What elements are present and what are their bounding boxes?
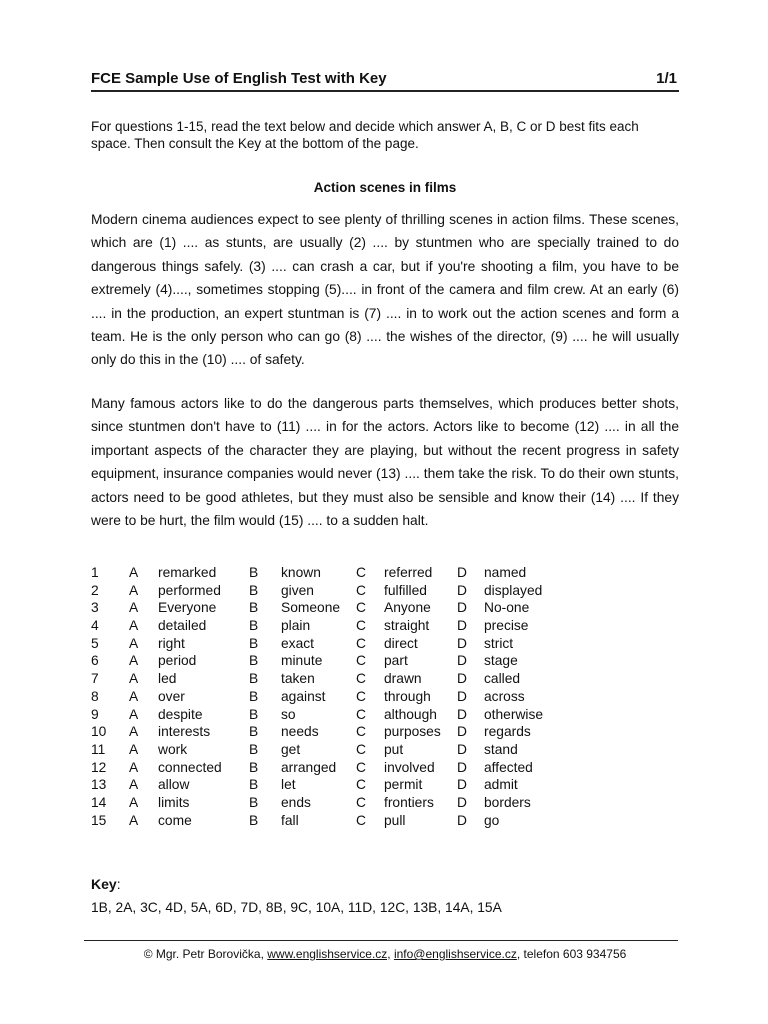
option-letter-d: D xyxy=(457,600,467,616)
option-c: permit xyxy=(384,777,423,793)
option-letter-c: C xyxy=(356,794,366,810)
option-c: through xyxy=(384,688,431,704)
option-letter-a: A xyxy=(129,688,139,704)
option-b: minute xyxy=(281,653,323,669)
article-title: Action scenes in films xyxy=(313,180,457,195)
option-letter-d: D xyxy=(457,618,467,634)
question-number: 7 xyxy=(91,671,99,687)
option-letter-b: B xyxy=(249,724,259,740)
option-c: part xyxy=(384,653,408,669)
option-a: performed xyxy=(158,582,221,598)
option-b: ends xyxy=(281,794,311,810)
option-d: stand xyxy=(484,741,518,757)
question-row xyxy=(91,707,679,725)
option-c: straight xyxy=(384,618,430,634)
question-row xyxy=(91,600,679,618)
option-d: go xyxy=(484,812,500,828)
option-c: although xyxy=(384,706,437,722)
option-letter-c: C xyxy=(356,600,366,616)
option-a: led xyxy=(158,671,177,687)
option-d: affected xyxy=(484,759,533,775)
option-letter-c: C xyxy=(356,653,366,669)
website-link[interactable]: www.englishservice.cz, xyxy=(267,947,391,961)
option-letter-b: B xyxy=(249,565,259,580)
question-row xyxy=(91,671,679,689)
option-letter-a: A xyxy=(129,706,139,722)
option-d: called xyxy=(484,671,521,687)
option-letter-b: B xyxy=(249,582,259,598)
option-b: Someone xyxy=(281,600,341,616)
question-number: 10 xyxy=(91,724,107,740)
option-c: purposes xyxy=(384,724,441,740)
option-letter-b: B xyxy=(249,812,259,828)
option-letter-a: A xyxy=(129,635,139,651)
question-row xyxy=(91,583,679,601)
question-number: 6 xyxy=(91,653,99,669)
option-c: pull xyxy=(384,812,406,828)
option-a: despite xyxy=(158,706,203,722)
option-letter-a: A xyxy=(129,565,139,580)
option-letter-c: C xyxy=(356,582,366,598)
option-letter-a: A xyxy=(129,741,139,757)
question-number: 15 xyxy=(91,812,107,828)
option-b: arranged xyxy=(281,759,337,775)
option-d: displayed xyxy=(484,582,543,598)
option-letter-b: B xyxy=(249,706,259,722)
question-number: 4 xyxy=(91,618,99,634)
question-number: 5 xyxy=(91,635,99,651)
option-letter-d: D xyxy=(457,741,467,757)
option-letter-a: A xyxy=(129,671,139,687)
option-a: limits xyxy=(158,794,190,810)
option-a: come xyxy=(158,812,192,828)
option-letter-a: A xyxy=(129,759,139,775)
question-row xyxy=(91,742,679,760)
footer xyxy=(91,947,679,961)
option-letter-d: D xyxy=(457,777,467,793)
option-a: remarked xyxy=(158,565,217,580)
question-number: 9 xyxy=(91,706,99,722)
question-number: 3 xyxy=(91,600,99,616)
option-b: plain xyxy=(281,618,311,634)
option-letter-b: B xyxy=(249,618,259,634)
question-row xyxy=(91,653,679,671)
option-b: exact xyxy=(281,635,314,651)
option-letter-c: C xyxy=(356,706,366,722)
option-a: over xyxy=(158,688,185,704)
option-a: interests xyxy=(158,724,211,740)
question-row xyxy=(91,689,679,707)
page-number: 1/1 xyxy=(656,70,677,87)
key-label xyxy=(91,876,121,892)
option-letter-d: D xyxy=(457,635,467,651)
option-c: frontiers xyxy=(384,794,434,810)
option-d: across xyxy=(484,688,525,704)
option-letter-a: A xyxy=(129,812,139,828)
option-b: fall xyxy=(281,812,299,828)
option-letter-c: C xyxy=(356,759,366,775)
article-paragraph-2: Many famous actors like to do the dangerous parts themselves, which produces better shots, since stuntmen don't have to (11) .... in for the actors. Actors like to become (12) .... in all the important aspects of the character they are playing, but without the recent progress in safety equipment, insurance companies would never (13) .... them take the risk. To do their own stunts, actors need to be good athletes, but they must also be sensible and know their (14) .... If they were to be hurt, the film would (15) .... to a sudden halt. xyxy=(91,396,679,529)
option-letter-a: A xyxy=(129,618,139,634)
document-title: FCE Sample Use of English Test with Key xyxy=(91,70,387,87)
footer-phone: , telefon 603 934756 xyxy=(516,947,627,961)
option-d: admit xyxy=(484,777,518,793)
option-d: otherwise xyxy=(484,706,544,722)
option-letter-d: D xyxy=(457,688,467,704)
option-c: put xyxy=(384,741,404,757)
option-a: work xyxy=(158,741,188,757)
option-b: taken xyxy=(281,671,315,687)
key-answers: 1B, 2A, 3C, 4D, 5A, 6D, 7D, 8B, 9C, 10A, 11D, 12C, 13B, 14A, 15A xyxy=(91,900,502,915)
key-label-colon: : xyxy=(116,876,121,892)
option-letter-a: A xyxy=(129,653,139,669)
option-letter-c: C xyxy=(356,565,366,580)
option-letter-a: A xyxy=(129,794,139,810)
question-row xyxy=(91,813,679,831)
option-letter-b: B xyxy=(249,777,259,793)
option-b: given xyxy=(281,582,314,598)
option-letter-d: D xyxy=(457,565,467,580)
option-letter-c: C xyxy=(356,688,366,704)
instructions: For questions 1-15, read the text below and decide which answer A, B, C or D best fits each space. Then consult the Key at the bottom of the page. xyxy=(91,119,639,151)
article-paragraph-1: Modern cinema audiences expect to see plenty of thrilling scenes in action films. These scenes, which are (1) .... as stunts, are usually (2) .... by stuntmen who are specially trained to do dangerous things safely. (3) .... can crash a car, but if you're shooting a film, you have to be extremely (4)...., sometimes stopping (5).... in front of the camera and film crew. At an early (6) .... in the production, an expert stuntman is (7) .... in to work out the action scenes and form a team. He is the only person who can go (8) .... the wishes of the director, (9) .... he will usually only do this in the (10) .... of safety. xyxy=(91,212,679,368)
option-letter-a: A xyxy=(129,777,139,793)
option-c: direct xyxy=(384,635,418,651)
option-letter-d: D xyxy=(457,724,467,740)
option-letter-d: D xyxy=(457,812,467,828)
option-a: period xyxy=(158,653,197,669)
question-number: 1 xyxy=(91,565,99,580)
answer-options-table xyxy=(91,565,679,830)
question-row xyxy=(91,618,679,636)
option-letter-a: A xyxy=(129,724,139,740)
option-letter-c: C xyxy=(356,777,366,793)
footer-divider xyxy=(84,940,678,941)
option-a: detailed xyxy=(158,618,207,634)
option-letter-c: C xyxy=(356,724,366,740)
option-letter-a: A xyxy=(129,582,139,598)
option-letter-b: B xyxy=(249,671,259,687)
option-letter-b: B xyxy=(249,653,259,669)
option-letter-d: D xyxy=(457,759,467,775)
question-number: 14 xyxy=(91,794,107,810)
option-letter-c: C xyxy=(356,741,366,757)
option-letter-a: A xyxy=(129,600,139,616)
option-b: so xyxy=(281,706,296,722)
email-link[interactable]: info@englishservice.cz xyxy=(393,947,517,961)
question-number: 12 xyxy=(91,759,107,775)
option-b: against xyxy=(281,688,326,704)
option-letter-c: C xyxy=(356,671,366,687)
option-letter-b: B xyxy=(249,794,259,810)
option-c: Anyone xyxy=(384,600,431,616)
option-a: right xyxy=(158,635,185,651)
option-letter-c: C xyxy=(356,618,366,634)
option-d: borders xyxy=(484,794,531,810)
key-label-text: Key xyxy=(91,876,117,892)
question-number: 11 xyxy=(91,741,106,757)
question-row xyxy=(91,636,679,654)
option-letter-d: D xyxy=(457,706,467,722)
option-b: get xyxy=(281,741,301,757)
option-letter-d: D xyxy=(457,653,467,669)
option-b: needs xyxy=(281,724,319,740)
question-row xyxy=(91,760,679,778)
option-c: referred xyxy=(384,565,433,580)
option-letter-d: D xyxy=(457,794,467,810)
page-header xyxy=(91,66,679,92)
option-letter-c: C xyxy=(356,635,366,651)
option-letter-c: C xyxy=(356,812,366,828)
option-letter-d: D xyxy=(457,582,467,598)
option-d: regards xyxy=(484,724,531,740)
question-row xyxy=(91,565,679,583)
option-letter-b: B xyxy=(249,688,259,704)
option-letter-b: B xyxy=(249,600,259,616)
question-number: 13 xyxy=(91,777,107,793)
question-number: 8 xyxy=(91,688,99,704)
option-c: fulfilled xyxy=(384,582,427,598)
option-b: known xyxy=(281,565,321,580)
option-d: strict xyxy=(484,635,514,651)
question-row xyxy=(91,724,679,742)
option-b: let xyxy=(281,777,296,793)
question-row xyxy=(91,795,679,813)
option-d: No-one xyxy=(484,600,530,616)
option-letter-b: B xyxy=(249,759,259,775)
option-a: allow xyxy=(158,777,190,793)
option-d: stage xyxy=(484,653,518,669)
question-row xyxy=(91,777,679,795)
option-c: involved xyxy=(384,759,435,775)
option-d: precise xyxy=(484,618,529,634)
option-a: Everyone xyxy=(158,600,217,616)
option-letter-b: B xyxy=(249,635,259,651)
question-number: 2 xyxy=(91,582,99,598)
option-c: drawn xyxy=(384,671,422,687)
option-letter-d: D xyxy=(457,671,467,687)
footer-copyright: © Mgr. Petr Borovička, xyxy=(143,947,268,961)
option-a: connected xyxy=(158,759,222,775)
option-letter-b: B xyxy=(249,741,259,757)
option-d: named xyxy=(484,565,527,580)
